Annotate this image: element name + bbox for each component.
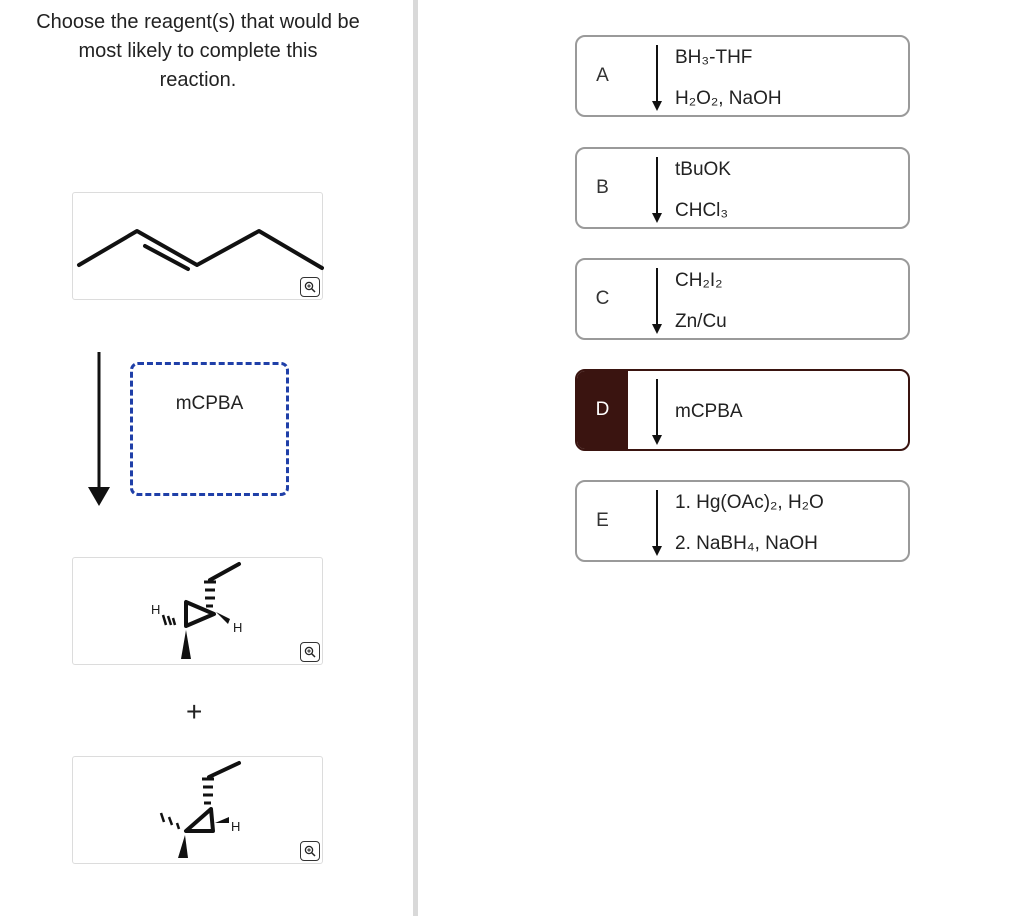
option-d-line-1: mCPBA xyxy=(675,401,743,422)
reagent-slot-label: mCPBA xyxy=(175,393,244,414)
option-b-line-1: tBuOK xyxy=(675,159,731,180)
product-1-structure xyxy=(73,558,324,666)
question-line-1: Choose the reagent(s) that would be xyxy=(36,11,360,33)
option-d-letter: D xyxy=(577,371,628,449)
plus-sign: + xyxy=(186,696,203,727)
product-2-h-right-label: H xyxy=(231,819,241,834)
option-b[interactable] xyxy=(575,147,910,229)
down-arrow-icon xyxy=(651,379,663,445)
starting-material-box xyxy=(72,192,323,300)
option-c-line-1: CH₂I₂ xyxy=(675,270,723,291)
option-b-letter: B xyxy=(596,177,609,198)
down-arrow-icon xyxy=(651,45,663,111)
question-line-2: most likely to complete this xyxy=(78,40,318,62)
option-d[interactable] xyxy=(575,369,910,451)
starting-material-structure xyxy=(73,193,324,301)
option-c[interactable] xyxy=(575,258,910,340)
product-1-box xyxy=(72,557,323,665)
option-a-letter: A xyxy=(596,65,609,86)
option-e-letter: E xyxy=(596,510,609,531)
option-a[interactable] xyxy=(575,35,910,117)
reagent-drop-zone[interactable] xyxy=(130,362,289,496)
product-2-structure xyxy=(73,757,324,865)
zoom-in-icon xyxy=(304,845,316,857)
question-line-3: reaction. xyxy=(159,69,237,91)
panel-divider xyxy=(413,0,418,916)
option-a-line-2: H₂O₂, NaOH xyxy=(675,88,782,109)
down-arrow-icon xyxy=(651,268,663,334)
question-text xyxy=(0,8,396,95)
zoom-product-2-button[interactable] xyxy=(300,841,320,861)
option-e[interactable] xyxy=(575,480,910,562)
option-c-letter: C xyxy=(595,288,610,309)
zoom-starting-material-button[interactable] xyxy=(300,277,320,297)
option-b-line-2: CHCl₃ xyxy=(675,200,729,221)
zoom-in-icon xyxy=(304,281,316,293)
zoom-in-icon xyxy=(304,646,316,658)
option-a-line-1: BH₃-THF xyxy=(675,47,753,68)
down-arrow-icon xyxy=(651,157,663,223)
reaction-panel xyxy=(0,0,413,916)
option-e-line-1: 1. Hg(OAc)₂, H₂O xyxy=(675,492,824,513)
product-1-h-left-label: H xyxy=(151,602,161,617)
product-2-box xyxy=(72,756,323,864)
product-1-h-right-label: H xyxy=(233,620,243,635)
zoom-product-1-button[interactable] xyxy=(300,642,320,662)
down-arrow-icon xyxy=(651,490,663,556)
option-c-line-2: Zn/Cu xyxy=(675,311,727,332)
reaction-arrow-icon xyxy=(88,352,110,508)
option-e-line-2: 2. NaBH₄, NaOH xyxy=(675,533,818,554)
